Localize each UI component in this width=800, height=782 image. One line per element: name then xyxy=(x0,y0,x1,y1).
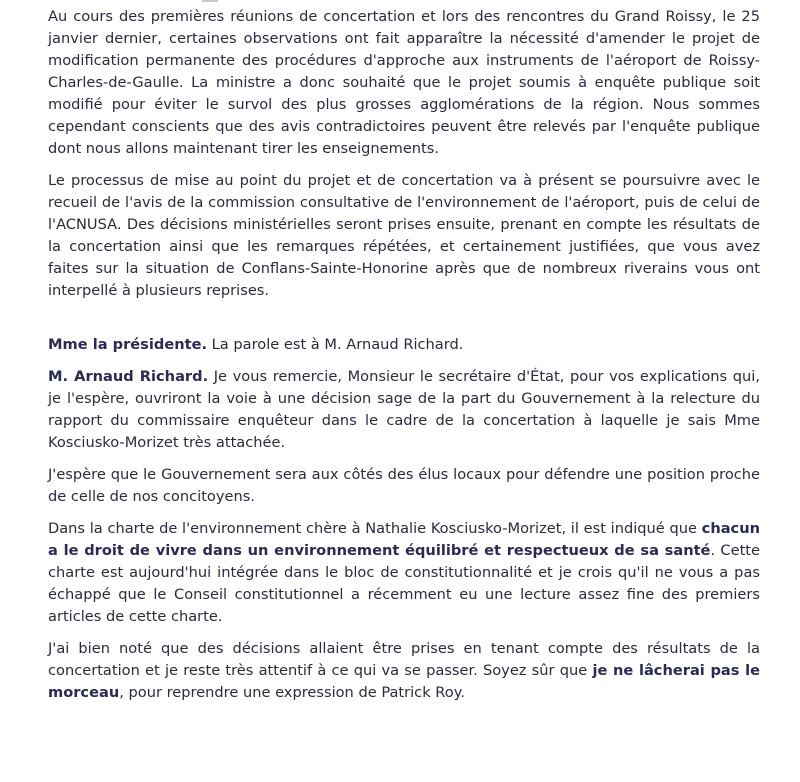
speech-text: La parole est à M. Arnaud Richard. xyxy=(207,336,464,353)
scan-mark xyxy=(202,0,218,2)
paragraph-2: Le processus de mise au point du projet et de concertation va à présent se poursuivre avec le recueil de l'avis de la commission consultative de l'environnement de l'aéroport, puis de celui de l'ACNUSA. Des décisions ministérielles seront prises ensuite, prenant en compte les résultats de la concertation ainsi que les remarques répétées, et certainement justifiées, que vous avez faites sur la situation de Conflans-Sainte-Honorine après que de nombreux riverains vous ont interpellé à plusieurs reprises. xyxy=(48,172,760,299)
speech-text: Je vous remercie, Monsieur le secrétaire d'État, pour vos explications qui, je l'espère, ouvriront la voie à une décision sage de la part du Gouvernement à la relecture du rapport du commissaire enquêteur dans le cadre de la concertation à laquelle je sais Mme Kosciusko-Morizet très attachée. xyxy=(48,368,760,451)
emphasized-quote: chacun a le droit de vivre dans un environnement équilibré et respectueux de sa santé xyxy=(48,520,760,559)
text-after: , pour reprendre une expression de Patrick Roy. xyxy=(119,684,465,701)
paragraph-6 xyxy=(48,518,760,628)
speaker-name: M. Arnaud Richard. xyxy=(48,368,209,385)
section-gap xyxy=(48,312,760,334)
emphasized-quote: je ne lâcherai pas le morceau xyxy=(48,662,760,701)
text-before: J'ai bien noté que des décisions allaient être prises en tenant compte des résultats de la concertation et je reste très attentif à ce qui va se passer. Soyez sûr que xyxy=(48,640,760,679)
text-before: Dans la charte de l'environnement chère à Nathalie Kosciusko-Morizet, il est indiqué que xyxy=(48,520,702,537)
document-body xyxy=(48,6,760,714)
speaker-name: Mme la présidente. xyxy=(48,336,208,353)
paragraph-7 xyxy=(48,638,760,704)
text-after: . Cette charte est aujourd'hui intégrée dans le bloc de constitutionnalité et je crois qu'il ne vous a pas échappé que le Conseil constitutionnel a récemment eu une lecture assez fine des premiers articles de cette charte. xyxy=(48,542,760,625)
paragraph-1: Au cours des premières réunions de concertation et lors des rencontres du Grand Roissy, le 25 janvier dernier, certaines observations ont fait apparaître la nécessité d'amender le projet de modification permanente des procédures d'approche aux instruments de l'aéroport de Roissy-Charles-de-Gaulle. La ministre a donc souhaité que le projet soumis à enquête publique soit modifié pour éviter le survol des plus grosses agglomérations de la région. Nous sommes cependant conscients que des avis contradictoires peuvent être relevés par l'enquête publique dont nous allons maintenant tirer les enseignements. xyxy=(48,8,760,157)
paragraph-3 xyxy=(48,334,760,356)
paragraph-5: J'espère que le Gouvernement sera aux côtés des élus locaux pour défendre une position proche de celle de nos concitoyens. xyxy=(48,466,760,505)
paragraph-4 xyxy=(48,366,760,454)
